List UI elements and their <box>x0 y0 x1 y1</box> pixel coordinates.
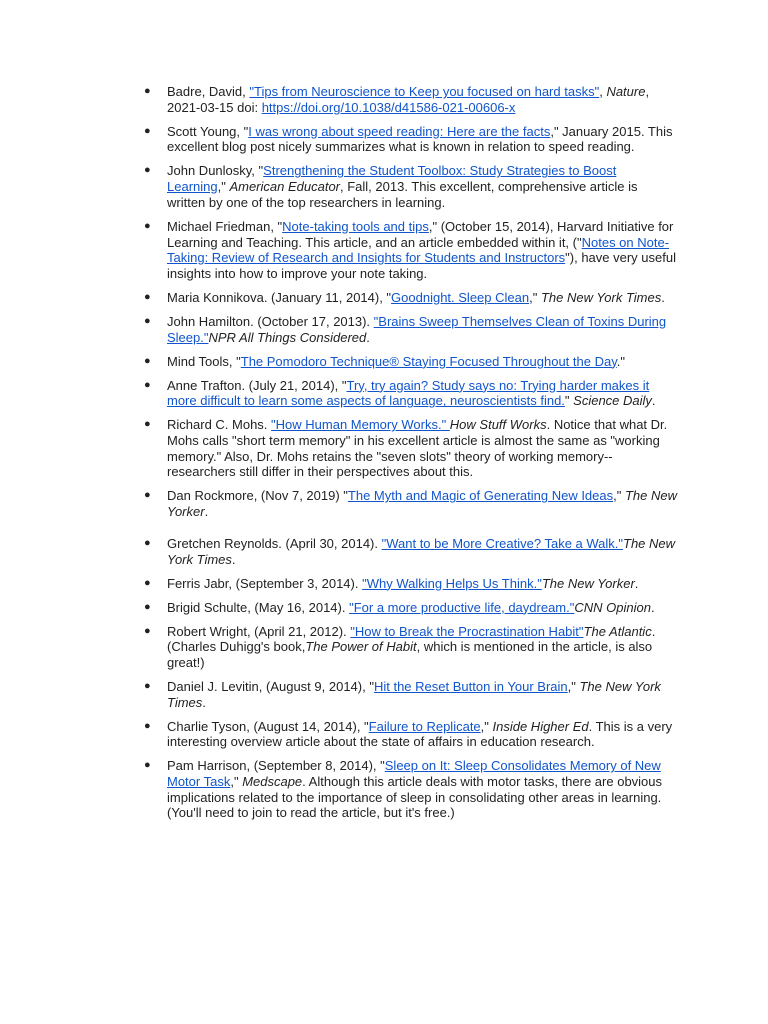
article-link[interactable]: Try, try again? Study says no: Trying harder makes it more difficult to learn some aspects of language, neuroscientists find. <box>167 377 650 409</box>
reference-text: . <box>650 599 655 615</box>
bullet-icon: ● <box>144 85 151 97</box>
publication-title: The New Yorker <box>541 575 635 591</box>
reference-text: "), have very useful insights into how to improve your note taking. <box>167 250 676 281</box>
bullet-icon: ● <box>144 489 151 502</box>
reference-text: . (Charles Duhigg's book, <box>167 623 656 655</box>
reference-item <box>0 124 677 155</box>
publication-title: The New York Times <box>540 289 662 305</box>
bullet-icon: ● <box>144 314 151 327</box>
reference-text: ." <box>616 353 625 369</box>
bullet-icon: ● <box>144 536 151 549</box>
reference-list <box>0 84 677 829</box>
article-link[interactable]: I was wrong about speed reading: Here are the facts <box>248 123 551 139</box>
reference-text: ," <box>217 179 230 195</box>
bullet-icon: ● <box>144 378 151 391</box>
article-link[interactable]: Failure to Replicate <box>368 718 481 734</box>
reference-text: . This is a very interesting overview article about the state of affairs in education research. <box>167 718 673 750</box>
article-link[interactable]: Strengthening the Student Toolbox: Study Strategies to Boost Learning <box>167 163 617 195</box>
reference-text: . <box>651 393 656 409</box>
reference-text: . <box>231 551 236 567</box>
article-link[interactable]: "Why Walking Helps Us Think." <box>362 575 542 591</box>
bullet-icon: ● <box>144 354 151 367</box>
reference-text: ," <box>567 678 580 694</box>
reference-author: Scott Young, " <box>167 123 249 139</box>
reference-text: ," (October 15, 2014), Harvard Initiative for Learning and Teaching. This article, and an article embedded within it, (" <box>167 218 674 250</box>
reference-author: Michael Friedman, " <box>167 218 283 234</box>
reference-text: . Notice that what Dr. Mohs calls "short term memory" in his excellent article is almost the same as "working memory." Also, Dr. Mohs retains the "seven slots" theory of working memory--researchers still differ in their perspectives about this. <box>167 417 668 480</box>
publication-title: Medscape <box>242 774 303 790</box>
reference-item <box>0 417 677 480</box>
article-link[interactable]: "For a more productive life, daydream." <box>349 599 575 615</box>
reference-item <box>0 536 677 567</box>
publication-title: The Atlantic <box>583 623 652 639</box>
article-link[interactable]: The Myth and Magic of Generating New Ideas <box>347 488 614 504</box>
article-link-secondary[interactable]: Notes on Note-Taking: Review of Research and Insights for Students and Instructors <box>167 234 670 266</box>
article-link[interactable]: Goodnight. Sleep Clean <box>391 289 530 305</box>
article-link[interactable]: "Tips from Neuroscience to Keep you focused on hard tasks" <box>249 84 600 99</box>
reference-text: . Although this article deals with motor tasks, there are obvious implications related to the importance of sleep in consolidating other areas in learning. (You'll need to join to read the article, but it's free.) <box>167 774 663 821</box>
bullet-icon: ● <box>144 124 151 137</box>
article-link[interactable]: "Want to be More Creative? Take a Walk." <box>381 535 624 551</box>
bullet-icon: ● <box>144 600 151 613</box>
reference-text: ," <box>613 488 625 504</box>
bullet-icon: ● <box>144 624 151 637</box>
article-link[interactable]: Sleep on It: Sleep Consolidates Memory of New Motor Task <box>167 758 661 790</box>
publication-title: The New York Times <box>167 535 676 567</box>
bullet-icon: ● <box>144 418 151 431</box>
publication-title: Nature <box>606 84 646 99</box>
reference-item <box>0 719 677 750</box>
reference-item <box>0 314 677 345</box>
reference-text: . <box>366 329 370 345</box>
reference-author: John Hamilton. (October 17, 2013). <box>167 313 374 329</box>
article-link[interactable]: "How Human Memory Works." <box>271 417 450 433</box>
reference-text: " <box>564 393 574 409</box>
reference-item <box>0 378 677 409</box>
reference-text: ," <box>480 718 493 734</box>
reference-author: Robert Wright, (April 21, 2012). <box>167 623 351 639</box>
publication-title: How Stuff Works <box>449 417 547 433</box>
reference-text: , Fall, 2013. This excellent, comprehensive article is written by one of the top researchers in learning. <box>167 179 638 210</box>
publication-title: Inside Higher Ed <box>492 718 589 734</box>
reference-author: Charlie Tyson, (August 14, 2014), " <box>167 718 369 734</box>
bullet-icon: ● <box>144 759 151 772</box>
article-link[interactable]: "Brains Sweep Themselves Clean of Toxins During Sleep." <box>167 313 667 345</box>
reference-author: Daniel J. Levitin, (August 9, 2014), " <box>167 678 374 694</box>
reference-text: , which is mentioned in the article, is also great!) <box>167 639 653 670</box>
reference-text: . <box>202 694 206 710</box>
bullet-icon: ● <box>144 576 151 589</box>
reference-author: Pam Harrison, (September 8, 2014), " <box>167 758 385 774</box>
reference-text: , <box>599 84 607 99</box>
publication-title: Science Daily <box>573 393 652 409</box>
article-link[interactable]: The Pomodoro Technique® Staying Focused Throughout the Day <box>240 353 617 369</box>
reference-text: ," <box>230 774 243 790</box>
reference-author: Badre, David, <box>167 84 250 99</box>
reference-author: Gretchen Reynolds. (April 30, 2014). <box>167 535 382 551</box>
reference-item <box>0 290 677 306</box>
reference-text: . <box>661 289 665 305</box>
reference-item <box>0 219 677 282</box>
bullet-icon: ● <box>144 290 151 303</box>
reference-text: . <box>634 575 639 591</box>
reference-item <box>0 600 677 616</box>
reference-author: Brigid Schulte, (May 16, 2014). <box>167 599 350 615</box>
reference-item <box>0 84 677 115</box>
reference-author: Dan Rockmore, (Nov 7, 2019) " <box>167 488 348 504</box>
reference-text: ," <box>529 289 541 305</box>
reference-author: Anne Trafton. (July 21, 2014), " <box>167 377 347 393</box>
reference-item <box>0 758 677 821</box>
reference-item <box>0 576 677 592</box>
publication-title: American Educator <box>229 179 341 195</box>
bullet-icon: ● <box>144 164 151 177</box>
doi-link[interactable]: https://doi.org/10.1038/d41586-021-00606-x <box>261 99 516 115</box>
reference-text: ," January 2015. This excellent blog post nicely summarizes what is known in relation to speed reading. <box>167 123 673 155</box>
reference-item <box>0 163 677 210</box>
reference-item <box>0 624 677 671</box>
reference-text: . <box>204 504 209 520</box>
reference-author: John Dunlosky, " <box>167 163 264 179</box>
publication-title: CNN Opinion <box>574 599 651 615</box>
reference-text: , 2021-03-15 doi: <box>167 84 650 115</box>
reference-author: Richard C. Mohs. <box>167 417 272 433</box>
reference-item <box>0 354 677 370</box>
reference-item <box>0 679 677 710</box>
publication-title: NPR All Things Considered <box>208 329 367 345</box>
reference-author: Ferris Jabr, (September 3, 2014). <box>167 575 363 591</box>
bullet-icon: ● <box>144 219 151 232</box>
reference-item <box>0 488 677 519</box>
article-link[interactable]: Note-taking tools and tips <box>282 218 429 234</box>
book-title: The Power of Habit <box>305 639 417 655</box>
bullet-icon: ● <box>144 719 151 732</box>
reference-author: Mind Tools, " <box>167 353 241 369</box>
publication-title: The New York Times <box>167 678 661 710</box>
publication-title: The New Yorker <box>167 488 677 520</box>
article-link[interactable]: "How to Break the Procrastination Habit" <box>350 623 584 639</box>
bullet-icon: ● <box>144 679 151 692</box>
reference-author: Maria Konnikova. (January 11, 2014), " <box>167 289 392 305</box>
article-link[interactable]: Hit the Reset Button in Your Brain <box>373 678 568 694</box>
